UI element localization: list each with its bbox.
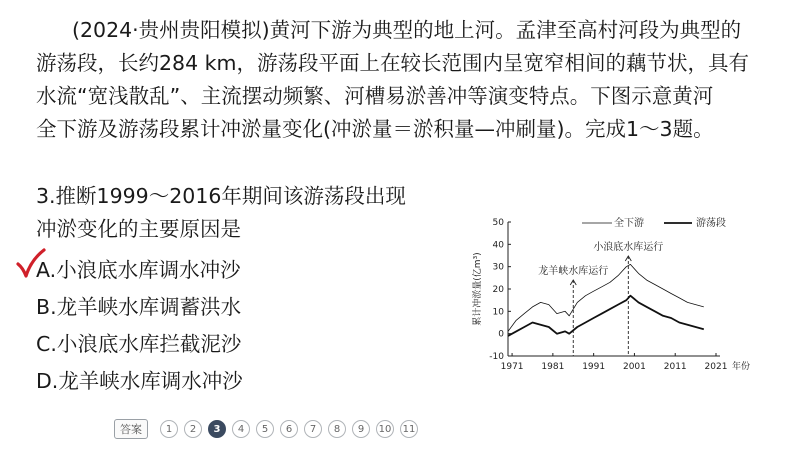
question-number-button[interactable]: 4 [232,420,250,438]
y-tick-label: 40 [492,240,504,251]
x-tick-label: 2021 [704,362,728,372]
legend-label: 游荡段 [696,218,726,229]
question-line: 冲淤变化的主要原因是 [36,217,241,241]
question-number-button[interactable]: 9 [352,420,370,438]
y-axis-label: 累计冲淤量(亿m³) [473,252,483,326]
y-tick-label: 0 [498,329,504,340]
question-number-button[interactable]: 7 [304,420,322,438]
y-tick-label: -10 [489,352,504,362]
option-letter: D. [36,369,59,393]
passage [36,14,776,146]
option-b[interactable] [36,291,243,328]
option-text: 小浪底水库拦截泥沙 [56,332,242,356]
x-tick-label: 1981 [541,362,565,372]
series-line-reach [508,296,704,336]
x-tick-label: 2011 [663,362,687,372]
y-tick-label: 30 [492,262,504,273]
sediment-chart [468,208,790,384]
y-tick-label: 20 [492,285,504,295]
y-tick-label: 50 [492,218,504,228]
x-tick-label: 1991 [582,362,606,372]
passage-line: 游荡段，长约284 km，游荡段平面上在较长范围内呈宽窄相间的藕节状，具有 [36,51,749,75]
passage-line: 水流“宽浅散乱”、主流摆动频繁、河槽易淤善冲等演变特点。下图示意黄河 [36,84,714,108]
question-number-button[interactable]: 11 [400,420,418,438]
option-a[interactable] [36,254,243,291]
question-number-button[interactable]: 8 [328,420,346,438]
option-letter: B. [36,295,57,319]
question-number-button[interactable]: 2 [184,420,202,438]
option-text: 龙羊峡水库调水冲沙 [58,369,243,393]
option-c[interactable] [36,328,243,365]
y-tick-label: 10 [492,307,504,318]
option-text: 龙羊峡水库调蓄洪水 [56,295,242,319]
passage-line: (2024·贵州贵阳模拟)黄河下游为典型的地上河。孟津至高村河段为典型的 [72,18,742,42]
question-number-button[interactable]: 10 [376,420,394,438]
question-stem [36,180,406,246]
question-navigator [114,418,418,440]
question-number-button[interactable]: 3 [208,420,226,438]
option-letter: C. [36,332,57,356]
question-line: 3.推断1999～2016年期间该游荡段出现 [36,184,406,208]
option-letter: A. [36,258,57,282]
x-axis-label: 年份 [732,362,751,372]
question-number-button[interactable]: 6 [280,420,298,438]
x-tick-label: 2001 [622,362,646,372]
annotation-label: 小浪底水库运行 [593,242,664,253]
answer-options [36,254,243,402]
x-tick-label: 1971 [500,362,524,372]
passage-line: 全下游及游荡段累计冲淤量变化(冲淤量＝淤积量—冲刷量)。完成1～3题。 [36,117,714,141]
legend-label: 全下游 [614,218,644,229]
annotation-label: 龙羊峡水库运行 [538,266,609,277]
answer-button[interactable]: 答案 [114,419,148,439]
option-d[interactable] [36,365,243,402]
question-number-button[interactable]: 1 [160,420,178,438]
option-text: 小浪底水库调水冲沙 [56,258,241,282]
question-number-button[interactable]: 5 [256,420,274,438]
